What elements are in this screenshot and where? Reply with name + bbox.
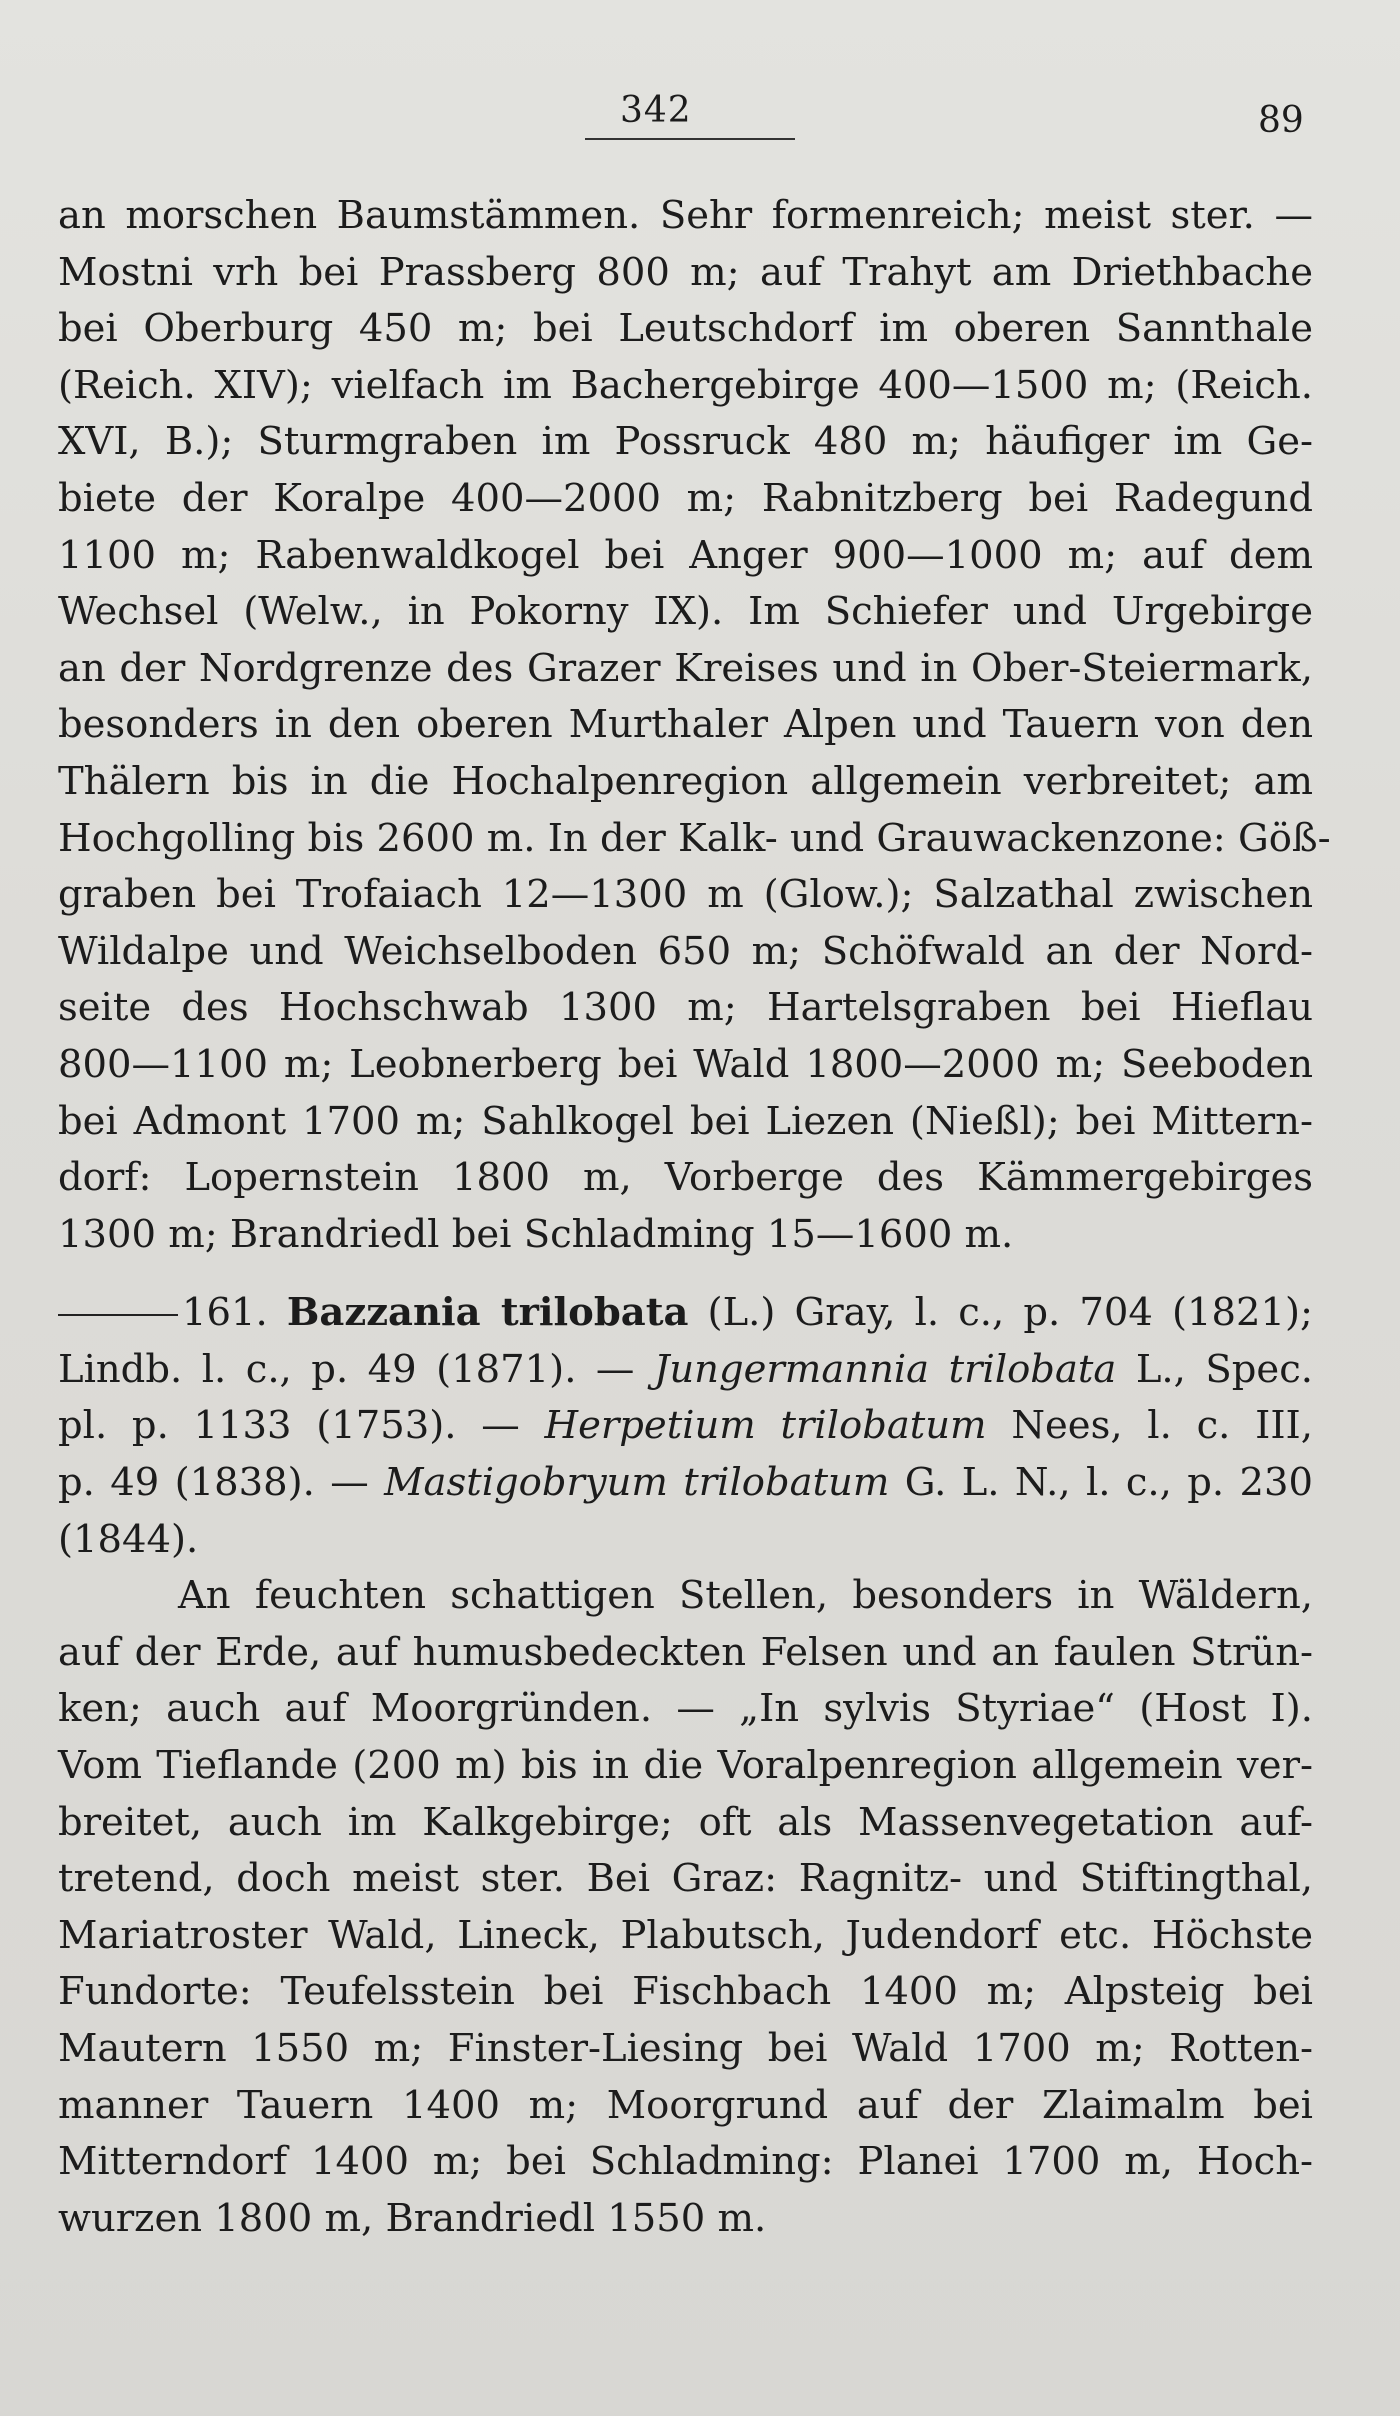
text-line: Mariatroster Wald, Lineck, Plabutsch, Judendorf etc. Höchste [58,1912,1313,1958]
text-line: Wechsel (Welw., in Pokorny IX). Im Schiefer und Urgebirge [58,589,1313,635]
entry-synonym-line [58,1455,1313,1512]
page-number-right: 89 [1258,100,1304,141]
text-line: (Reich. XIV); vielfach im Bachergebirge 400—1500 m; (Reich. [58,362,1313,408]
text-line: 1100 m; Rabenwaldkogel bei Anger 900—1000 m; auf dem [58,532,1313,578]
citation-text: Lindb. l. c., p. 49 (1871). — [58,1346,635,1392]
citation-text: pl. p. 1133 (1753). — [58,1403,520,1449]
text-line: an morschen Baumstämmen. Sehr formenreich; meist ster. — [58,193,1313,238]
synonym-name: Jungermannia trilobata [653,1346,1117,1392]
text-line: Mautern 1550 m; Finster-Liesing bei Wald 1700 m; Rotten- [58,2026,1313,2071]
text-line: graben bei Trofaiach 12—1300 m (Glow.); Salzathal zwischen [58,872,1313,918]
header-rule [585,138,795,140]
text-line: dorf: Lopernstein 1800 m, Vorberge des Kämmergebirges [58,1155,1313,1201]
species-entry [58,1285,1313,1568]
text-line: tretend, doch meist ster. Bei Graz: Ragnitz- und Stiftingthal, [58,1856,1313,1902]
page-number-center: 342 [620,90,692,131]
entry-citation: (L.) Gray, l. c., p. 704 (1821); [707,1290,1313,1336]
text-line: Thälern bis in die Hochalpenregion allgemein verbreitet; am [58,758,1313,804]
species-name: Bazzania trilobata [286,1290,689,1336]
entry-synonym-line [58,1398,1313,1455]
text-line: Vom Tieflande (200 m) bis in die Voralpenregion allgemein ver- [58,1743,1313,1789]
text-line: Fundorte: Teufelsstein bei Fischbach 1400 m; Alpsteig bei [58,1969,1313,2015]
entry-heading-line [58,1285,1313,1342]
text-line: wurzen 1800 m, Brandriedl 1550 m. [58,2195,767,2241]
text-line: biete der Koralpe 400—2000 m; Rabnitzberg bei Radegund [58,475,1313,521]
body-text [58,188,1331,2247]
text-line: Hochgolling bis 2600 m. In der Kalk- und Grauwackenzone: Göß- [58,815,1331,861]
text-line: auf der Erde, auf humusbedeckten Felsen und an faulen Strün- [58,1629,1313,1675]
synonym-name: Mastigobryum trilobatum [384,1460,890,1506]
text-line: seite des Hochschwab 1300 m; Hartelsgraben bei Hieflau [58,985,1313,1031]
text-line: besonders in den oberen Murthaler Alpen und Tauern von den [58,702,1313,748]
text-line: manner Tauern 1400 m; Moorgrund auf der Zlaimalm bei [58,2082,1313,2128]
text-line: Mitterndorf 1400 m; bei Schladming: Planei 1700 m, Hoch- [58,2139,1313,2185]
page-header [0,80,1400,160]
entry-synonym-line [58,1342,1313,1399]
text-line: Wildalpe und Weichselboden 650 m; Schöfwald an der Nord- [58,928,1313,974]
text-line: bei Oberburg 450 m; bei Leutschdorf im oberen Sannthale [58,306,1313,352]
synonym-name: Herpetium trilobatum [544,1403,987,1449]
text-line: an der Nordgrenze des Grazer Kreises und in Ober-Steiermark, [58,645,1313,691]
entry-mark-rule [58,1314,178,1316]
text-line: ken; auch auf Moorgründen. — „In sylvis Styriae“ (Host I). [58,1686,1313,1732]
paragraph-habitat [58,1568,1313,2247]
citation-text: L., Spec. [1135,1346,1314,1392]
paragraph-continuation [58,188,1331,1263]
citation-text: Nees, l. c. III, [1011,1403,1313,1449]
text-line: 1300 m; Brandriedl bei Schladming 15—1600 m. [58,1211,1014,1257]
citation-text: G. L. N., l. c., p. 230 [904,1460,1313,1506]
text-line: bei Admont 1700 m; Sahlkogel bei Liezen (Nießl); bei Mittern- [58,1098,1313,1144]
entry-number: 161. [182,1290,268,1336]
text-line: XVI, B.); Sturmgraben im Possruck 480 m; häufiger im Ge- [58,419,1313,465]
citation-text: p. 49 (1838). — [58,1460,369,1506]
text-line: breitet, auch im Kalkgebirge; oft als Massenvegetation auf- [58,1799,1313,1845]
text-line: Mostni vrh bei Prassberg 800 m; auf Trahyt am Driethbache [58,249,1313,295]
text-line: (1844). [58,1516,199,1562]
text-line: An feuchten schattigen Stellen, besonders in Wäldern, [178,1573,1313,1619]
text-line: 800—1100 m; Leobnerberg bei Wald 1800—2000 m; Seeboden [58,1041,1313,1087]
